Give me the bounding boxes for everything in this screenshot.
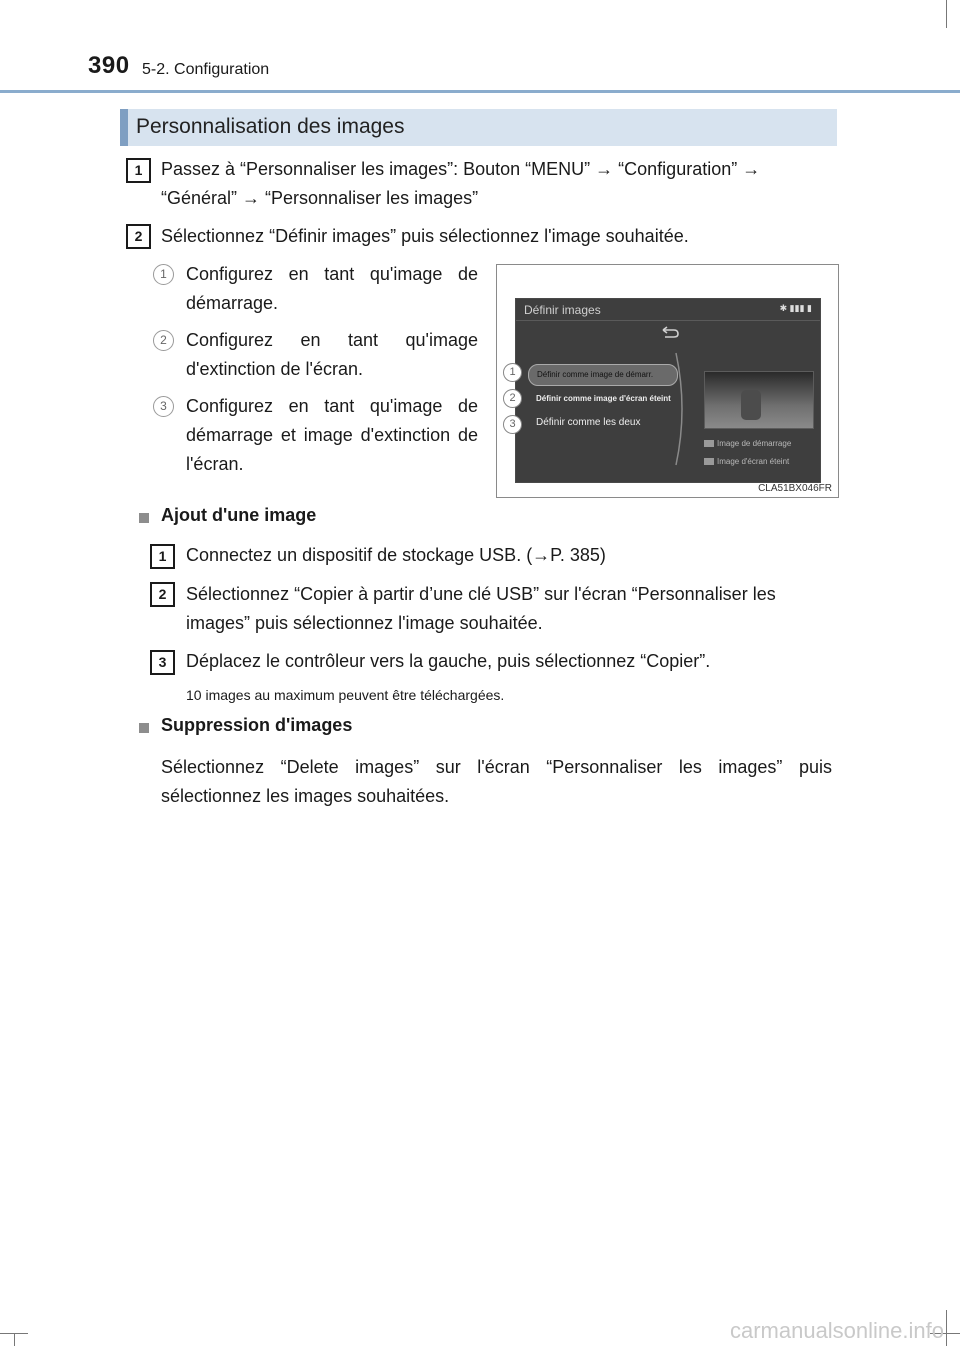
- menu-item: Définir comme image de démarr.: [528, 364, 678, 386]
- crop-mark: [946, 1310, 947, 1346]
- option-text: Configurez en tant qu'image de démarrage.: [186, 264, 478, 313]
- step-number-box: 3: [150, 650, 175, 675]
- step-1-text: Passez à “Personnaliser les images”: Bouton “MENU” → “Configuration” → “Général” → “Personnaliser les images”: [161, 159, 761, 208]
- menu-item: Définir comme image d'écran éteint: [536, 394, 671, 403]
- legend-startup: [704, 439, 791, 448]
- crop-mark: [946, 0, 947, 28]
- delete-images-text: Sélectionnez “Delete images” sur l'écran “Personnaliser les images” puis sélectionnez les images souhaitées.: [161, 757, 832, 806]
- bullet-square-icon: [139, 723, 149, 733]
- option-text: Configurez en tant qu'image de démarrage et image d'extinction de l'écran.: [186, 396, 478, 474]
- step-2-text: Sélectionnez “Définir images” puis sélectionnez l'image souhaitée.: [161, 226, 689, 246]
- step-number-box: 1: [126, 158, 151, 183]
- section-header: [120, 109, 837, 146]
- back-arrow-icon: [660, 325, 680, 339]
- add-step-2-text: Sélectionnez “Copier à partir d’une clé USB” sur l'écran “Personnaliser les images” puis sélectionnez l'image souhaitée.: [186, 584, 776, 633]
- chapter-title: 5-2. Configuration: [142, 61, 270, 78]
- screen-figure: [496, 264, 839, 498]
- legend-startup-label: Image de démarrage: [717, 439, 792, 448]
- watermark: carmanualsonline.info: [729, 1318, 944, 1343]
- section-accent-bar: [120, 109, 128, 146]
- option-number: 3: [153, 396, 174, 417]
- page-number: 390: [88, 52, 130, 79]
- bullet-square-icon: [139, 513, 149, 523]
- callout-number: 2: [503, 389, 522, 408]
- step-number-box: 1: [150, 544, 175, 569]
- status-icons: ✱ ▮▮▮ ▮: [779, 303, 812, 313]
- section-title: Personnalisation des images: [136, 115, 405, 138]
- subheading-delete-images: Suppression d'images: [161, 715, 353, 735]
- crop-mark: [14, 1333, 15, 1346]
- legend-screen-off: [704, 457, 789, 466]
- subheading-add-image: Ajout d'une image: [161, 505, 317, 525]
- option-text: Configurez en tant qu'image d'extinction de l'écran.: [186, 330, 478, 379]
- add-step-1-text: Connectez un dispositif de stockage USB. (→P. 385): [186, 545, 606, 565]
- scroll-arc: [674, 349, 688, 469]
- callout-number: 1: [503, 363, 522, 382]
- screen-divider: [516, 320, 820, 321]
- screen-title: Définir images: [524, 303, 601, 317]
- legend-screen-off-label: Image d'écran éteint: [717, 457, 790, 466]
- callout-number: 3: [503, 415, 522, 434]
- option-number: 1: [153, 264, 174, 285]
- preview-image: [704, 371, 814, 429]
- display-screen: [515, 298, 821, 483]
- add-step-3-text: Déplacez le contrôleur vers la gauche, puis sélectionnez “Copier”.: [186, 651, 711, 671]
- menu-item: Définir comme les deux: [536, 417, 641, 428]
- step-number-box: 2: [150, 582, 175, 607]
- add-image-note: 10 images au maximum peuvent être téléchargées.: [186, 687, 505, 703]
- option-number: 2: [153, 330, 174, 351]
- figure-code: CLA51BX046FR: [758, 483, 832, 494]
- step-number-box: 2: [126, 224, 151, 249]
- header-rule: [0, 90, 960, 93]
